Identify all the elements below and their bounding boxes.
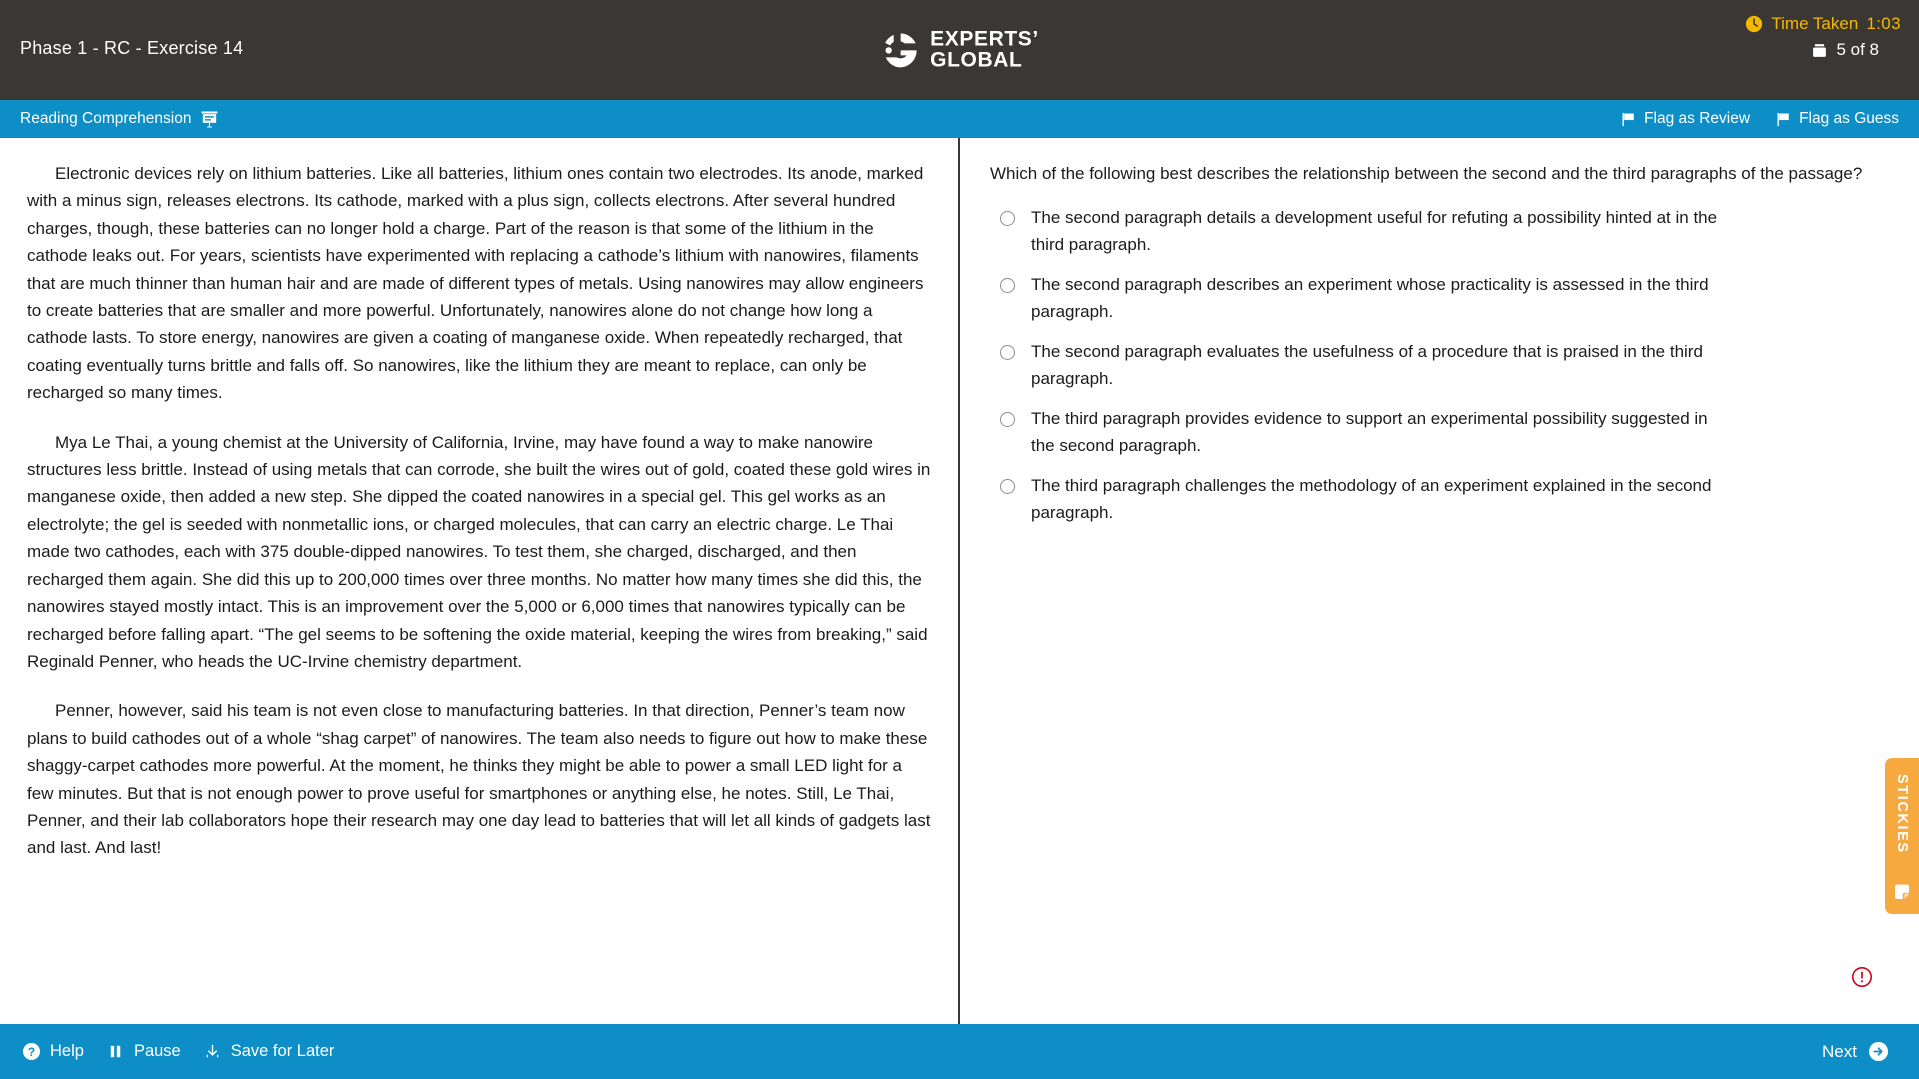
answer-option-1[interactable]	[1000, 205, 1879, 258]
main-content	[0, 138, 1919, 1024]
question-circle-icon	[22, 1042, 41, 1061]
passage-paragraph-1: Electronic devices rely on lithium batteries. Like all batteries, lithium ones contain two electrodes. Its anode, marked with a minus sign, releases electrons. Its cathode, marked with a plus sign, collects electrons. After several hundred charges, though, these batteries can no longer hold a charge. Part of the reason is that some of the lithium in the cathode leaks out. For years, scientists have experimented with replacing a cathode’s lithium with nanowires, filaments that are much thinner than human hair and are made of different types of metals. Using nanowires may allow engineers to create batteries that are smaller and more powerful. Unfortunately, nanowires alone do not change how long a cathode lasts. To store energy, nanowires are given a coating of manganese oxide. When repeatedly recharged, that coating eventually turns brittle and falls off. So nanowires, like the lithium they are meant to replace, can only be recharged so many times.	[27, 164, 924, 403]
header-status-group	[1745, 14, 1901, 60]
next-label: Next	[1822, 1041, 1857, 1061]
section-bar	[0, 100, 1919, 138]
answer-option-3-label: The second paragraph evaluates the usefulness of a procedure that is praised in the third paragraph.	[1031, 342, 1703, 388]
answer-option-2-label: The second paragraph describes an experiment whose practicality is assessed in the third paragraph.	[1031, 275, 1709, 321]
exercise-title: Phase 1 - RC - Exercise 14	[20, 38, 244, 58]
answer-options	[990, 205, 1879, 526]
passage-paragraph-2: Mya Le Thai, a young chemist at the University of California, Irvine, may have found a way to make nanowire structures less brittle. Instead of using metals that can corrode, she built the wires out of gold, coated these gold wires in manganese oxide, then added a new step. She dipped the coated nanowires in a special gel. This gel works as an electrolyte; the gel is seeded with nonmetallic ions, or charged molecules, that can carry an electric charge. Le Thai made two cathodes, each with 375 double-dipped nanowires. To test them, she charged, discharged, and then recharged them again. She did this up to 200,000 times over three months. No matter how many times she did this, the nanowires stayed mostly intact. This is an improvement over the 5,000 or 6,000 times that nanowires typically can be recharged before falling apart. “The gel seems to be softening the oxide material, keeping the wires from breaking,” said Reginald Penner, who heads the UC-Irvine chemistry department.	[27, 432, 931, 671]
logo-line-1: EXPERTS’	[930, 27, 1039, 51]
clock-icon	[1745, 15, 1763, 33]
download-arrow-icon	[203, 1042, 222, 1061]
question-counter-value: 5 of 8	[1836, 40, 1879, 59]
flag-as-review-button[interactable]	[1621, 110, 1750, 128]
stickies-tab-button[interactable]	[1885, 758, 1919, 914]
sticky-note-icon	[1892, 882, 1912, 902]
answer-option-5[interactable]	[1000, 473, 1879, 526]
pause-label: Pause	[133, 1042, 181, 1060]
save-for-later-button[interactable]	[203, 1042, 335, 1061]
top-header	[0, 0, 1919, 100]
flag-actions	[1621, 110, 1899, 128]
passage-panel	[0, 138, 960, 1024]
pause-button[interactable]	[106, 1042, 181, 1061]
radio-button-4[interactable]	[1000, 412, 1015, 427]
radio-button-2[interactable]	[1000, 278, 1015, 293]
flag-as-guess-label: Flag as Guess	[1799, 110, 1899, 127]
next-button[interactable]	[1822, 1041, 1897, 1062]
answer-option-2[interactable]	[1000, 272, 1879, 325]
arrow-right-circle-icon	[1868, 1041, 1889, 1062]
section-title: Reading Comprehension	[20, 110, 192, 127]
question-counter-display	[1811, 40, 1901, 60]
svg-text:?: ?	[27, 1044, 36, 1059]
passage-paragraph-3: Penner, however, said his team is not even close to manufacturing batteries. In that direction, Penner’s team now plans to build cathodes out of a whole “shag carpet” of nanowires. The team also needs to figure out how to make these shaggy-carpet cathodes more powerful. At the moment, he thinks they might be able to power a small LED light for a few minutes. But that is not enough power to prove useful for smartphones or anything else, he notes. Still, Le Thai, Penner, and their lab collaborators hope their research may one day lead to batteries that will let all kinds of gadgets last and last. And last!	[27, 701, 931, 858]
brand-logo	[880, 29, 1039, 70]
question-prompt: Which of the following best describes the relationship between the second and the third paragraphs of the passage?	[990, 164, 1863, 183]
radio-button-1[interactable]	[1000, 211, 1015, 226]
answer-option-1-label: The second paragraph details a development useful for refuting a possibility hinted at in the third paragraph.	[1031, 208, 1718, 254]
stickies-label: STICKIES	[1894, 774, 1910, 854]
answer-option-5-label: The third paragraph challenges the methodology of an experiment explained in the second paragraph.	[1031, 476, 1712, 522]
question-stack-icon	[1811, 42, 1828, 59]
answer-option-4[interactable]	[1000, 406, 1879, 459]
help-label: Help	[50, 1042, 84, 1060]
radio-button-5[interactable]	[1000, 479, 1015, 494]
question-panel	[960, 138, 1919, 1024]
time-taken-value: 1:03	[1866, 14, 1901, 33]
flag-icon	[1776, 112, 1791, 127]
radio-button-3[interactable]	[1000, 345, 1015, 360]
save-for-later-label: Save for Later	[230, 1042, 335, 1060]
report-issue-icon[interactable]	[1851, 966, 1873, 988]
pause-icon	[106, 1042, 125, 1061]
logo-line-2: GLOBAL	[930, 48, 1023, 71]
footer-bar	[0, 1024, 1919, 1079]
flag-as-guess-button[interactable]	[1776, 110, 1899, 128]
answer-option-3[interactable]	[1000, 339, 1879, 392]
flag-as-review-label: Flag as Review	[1644, 110, 1751, 127]
section-title-group	[20, 110, 219, 129]
time-taken-display	[1745, 14, 1901, 34]
help-button[interactable]	[22, 1042, 84, 1061]
experts-global-logo-icon	[880, 30, 920, 70]
flag-icon	[1621, 112, 1636, 127]
answer-option-4-label: The third paragraph provides evidence to support an experimental possibility suggested in the second paragraph.	[1031, 409, 1708, 455]
presentation-board-icon[interactable]	[200, 110, 219, 129]
time-taken-label: Time Taken	[1771, 14, 1859, 33]
footer-actions	[22, 1042, 334, 1061]
